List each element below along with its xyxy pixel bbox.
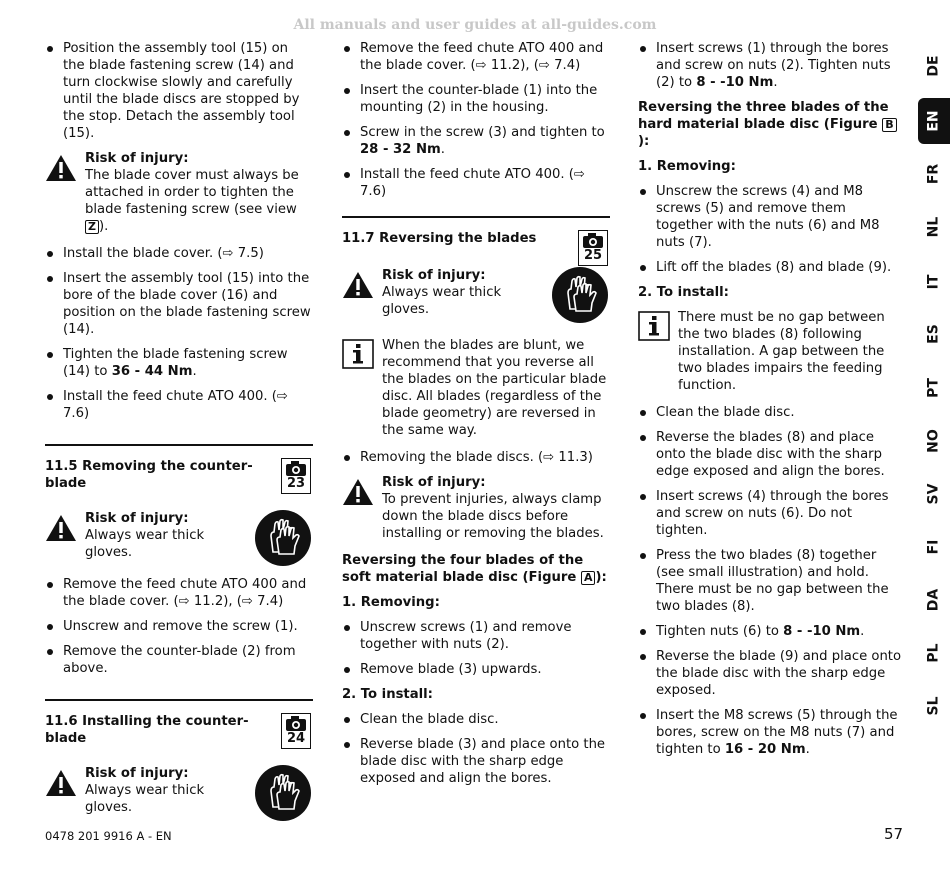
figure-number: 23	[286, 476, 306, 491]
tab-es[interactable]: ES	[925, 324, 942, 344]
warning-block	[342, 474, 610, 542]
section-11-7	[342, 216, 610, 787]
info-block	[342, 337, 610, 439]
list-item: Unscrew and remove the screw (1).	[45, 618, 313, 635]
list-item: Install the feed chute ATO 400. (⇨ 7.6)	[45, 388, 313, 422]
list-item: Insert screws (4) through the bores and screw on nuts (6). Do not tighten.	[638, 488, 906, 539]
warning-block	[342, 267, 610, 327]
warning-block	[45, 150, 313, 235]
tab-en[interactable]: EN	[918, 98, 950, 144]
warning-title: Risk of injury:	[382, 475, 486, 490]
warning-triangle-icon	[342, 478, 374, 506]
list-item: Remove the feed chute ATO 400 and the blade cover. (⇨ 11.2), (⇨ 7.4)	[45, 576, 313, 610]
list-item: Clean the blade disc.	[342, 711, 610, 728]
warning-text: To prevent injuries, always clamp down the blade discs before installing or removing the blades.	[382, 492, 604, 541]
list-item: Remove the counter-blade (2) from above.	[45, 643, 313, 677]
list-item: Screw in the screw (3) and tighten to 28 - 32 Nm.	[342, 124, 610, 158]
warning-title: Risk of injury:	[85, 511, 189, 526]
warning-text: The blade cover must always be attached in order to tighten the blade fastening screw (see view Z ).	[85, 168, 299, 234]
section-11-6	[45, 699, 313, 821]
warning-triangle-icon	[45, 769, 77, 797]
tab-da[interactable]: DA	[925, 588, 942, 612]
tab-sl[interactable]: SL	[925, 696, 942, 716]
figure-b-label: B	[882, 118, 896, 132]
figure-a-label: A	[581, 571, 596, 585]
list-item: Tighten nuts (6) to 8 - -10 Nm.	[638, 623, 906, 640]
column-2	[342, 40, 610, 795]
list-item: Press the two blades (8) together (see small illustration) and hold. There must be no gap between the two blades (8).	[638, 547, 906, 615]
info-icon	[638, 311, 670, 341]
warning-title: Risk of injury:	[382, 268, 486, 283]
list-item: Install the feed chute ATO 400. (⇨ 7.6)	[342, 166, 610, 200]
tab-nl[interactable]: NL	[925, 216, 942, 238]
tab-pl[interactable]: PL	[925, 643, 942, 663]
list-item: Clean the blade disc.	[638, 404, 906, 421]
warning-block	[45, 765, 313, 821]
warning-title: Risk of injury:	[85, 151, 189, 166]
watermark: All manuals and user guides at all-guides.com	[293, 17, 657, 33]
warning-title: Risk of injury:	[85, 766, 189, 781]
warning-text: Always wear thick gloves.	[85, 528, 205, 560]
info-text: There must be no gap between the two blades (8) following installation. A gap between the two blades impairs the feeding function.	[678, 310, 885, 393]
warning-triangle-icon	[342, 271, 374, 299]
warning-triangle-icon	[45, 154, 77, 182]
camera-figure-icon	[578, 230, 608, 266]
warning-text: Always wear thick gloves.	[85, 783, 205, 815]
list-item: Insert the assembly tool (15) into the bore of the blade cover (16) and position on the blade fastening screw (14).	[45, 270, 313, 338]
list-item: Position the assembly tool (15) on the blade fastening screw (14) and turn clockwise slowly and carefully until the blade discs are stopped by the stop. Detach the assembly tool (15).	[45, 40, 313, 142]
list-item: Install the blade cover. (⇨ 7.5)	[45, 245, 313, 262]
install-heading: 2. To install:	[638, 285, 729, 300]
figure-number: 24	[286, 731, 306, 746]
column-1	[45, 40, 313, 831]
warning-triangle-icon	[45, 514, 77, 542]
removing-heading: 1. Removing:	[638, 159, 736, 174]
tab-fi[interactable]: FI	[925, 539, 942, 555]
list-item: Reverse the blades (8) and place onto the blade disc with the sharp edge exposed and align the bores.	[638, 429, 906, 480]
list-item: Tighten the blade fastening screw (14) to 36 - 44 Nm.	[45, 346, 313, 380]
column-3	[638, 40, 906, 766]
section-title: 11.5 Removing the counter-blade	[45, 459, 253, 491]
list-item: Insert screws (1) through the bores and screw on nuts (2). Tighten nuts (2) to 8 - -10 Nm.	[638, 40, 906, 91]
warning-text: Always wear thick gloves.	[382, 285, 502, 317]
soft-material-heading: Reversing the four blades of the soft material blade disc (Figure A ):	[342, 553, 607, 585]
gloves-icon	[552, 267, 608, 323]
tab-fr[interactable]: FR	[925, 163, 942, 185]
section-11-5	[45, 444, 313, 677]
removing-heading: 1. Removing:	[342, 595, 440, 610]
view-z-label: Z	[85, 220, 99, 234]
gloves-icon	[255, 510, 311, 566]
install-heading: 2. To install:	[342, 687, 433, 702]
figure-number: 25	[583, 248, 603, 263]
tab-pt[interactable]: PT	[925, 378, 942, 398]
list-item: Remove the feed chute ATO 400 and the blade cover. (⇨ 11.2), (⇨ 7.4)	[342, 40, 610, 74]
camera-figure-icon	[281, 458, 311, 494]
hard-material-heading: Reversing the three blades of the hard material blade disc (Figure B):	[638, 99, 906, 150]
gloves-icon	[255, 765, 311, 821]
section-title: 11.6 Installing the counter-blade	[45, 714, 249, 746]
list-item: Reverse blade (3) and place onto the blade disc with the sharp edge exposed and align the bores.	[342, 736, 610, 787]
list-item: Lift off the blades (8) and blade (9).	[638, 259, 906, 276]
list-item: Insert the counter-blade (1) into the mounting (2) in the housing.	[342, 82, 610, 116]
tab-sv[interactable]: SV	[925, 483, 942, 505]
document-number: 0478 201 9916 A - EN	[45, 829, 172, 843]
list-item: Unscrew screws (1) and remove together with nuts (2).	[342, 619, 610, 653]
tab-it[interactable]: IT	[925, 274, 942, 290]
section-title: 11.7 Reversing the blades	[342, 231, 537, 246]
list-item: Insert the M8 screws (5) through the bores, screw on the M8 nuts (7) and tighten to 16 - 20 Nm.	[638, 707, 906, 758]
info-block	[638, 309, 906, 394]
info-text: When the blades are blunt, we recommend that you reverse all the blades on the particular blade disc. All blades (regardless of the blade geometry) are reversed in the same way.	[382, 338, 607, 438]
warning-block	[45, 510, 313, 566]
list-item: Removing the blade discs. (⇨ 11.3)	[342, 449, 610, 466]
list-item: Unscrew the screws (4) and M8 screws (5) and remove them together with the nuts (6) and M8 nuts (7).	[638, 183, 906, 251]
tab-de[interactable]: DE	[925, 55, 942, 77]
tab-no[interactable]: NO	[925, 429, 942, 453]
list-item: Reverse the blade (9) and place onto the blade disc with the sharp edge exposed.	[638, 648, 906, 699]
list-item: Remove blade (3) upwards.	[342, 661, 610, 678]
page-number: 57	[884, 825, 904, 843]
camera-figure-icon	[281, 713, 311, 749]
info-icon	[342, 339, 374, 369]
